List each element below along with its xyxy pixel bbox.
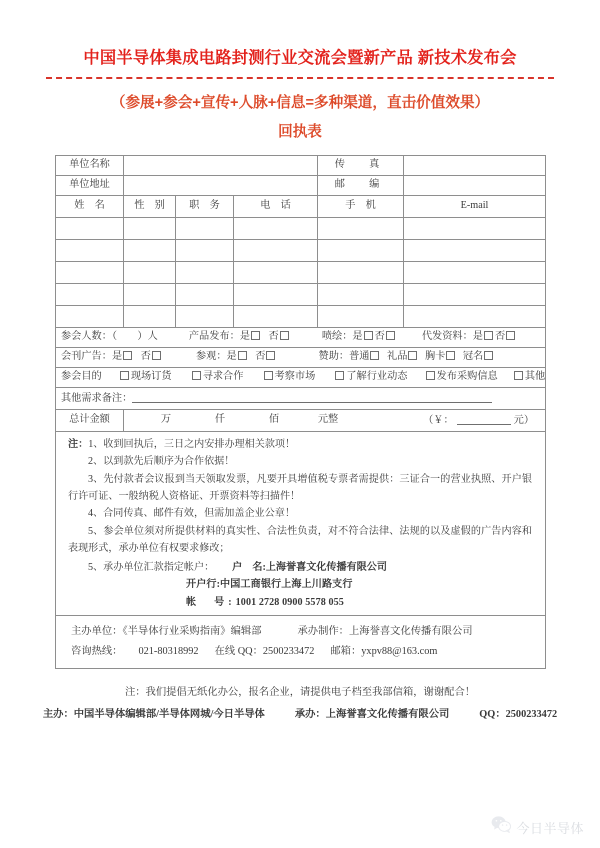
product-release-yes-checkbox[interactable]: [251, 331, 260, 340]
note-item-6: 5、承办单位汇款指定帐户：: [88, 561, 215, 573]
note-item-2: 2、以到款先后顺序为合作依据！: [88, 456, 235, 468]
visit-yes-label: 是: [226, 351, 237, 363]
product-release-yes-label: 是: [239, 331, 250, 343]
fax-field[interactable]: [404, 156, 546, 176]
column-header-mobile: 手 机: [318, 196, 404, 218]
currency-prefix: （￥：: [423, 414, 454, 426]
footer-qq: 2500233472: [505, 708, 558, 720]
footer-organizer: 中国半导体编辑部/半导体网城/今日半导体: [73, 708, 265, 720]
organizer-label: 主办单位：: [71, 625, 123, 637]
visit-yes-checkbox[interactable]: [238, 351, 247, 360]
cell-mobile[interactable]: [318, 306, 404, 328]
amount-unit-yuan[interactable]: 元整: [317, 414, 339, 426]
document-footer: [0, 682, 600, 725]
table-row-notes: [56, 432, 546, 616]
cell-mobile[interactable]: [318, 262, 404, 284]
page-subtitle-secondary: 回执表: [278, 124, 322, 140]
cell-mobile[interactable]: [318, 284, 404, 306]
page-subtitle: （参展+参会+宣传+人脉+信息=多种渠道，直击价值效果）: [110, 95, 490, 111]
column-header-gender: 性 别: [124, 196, 176, 218]
producer-label: 承办制作：: [297, 625, 349, 637]
note-item-4: 4、合同传真、邮件有效，但需加盖企业公章！: [88, 508, 295, 520]
visit-no-label: 否: [255, 351, 266, 363]
sponsor-gift-checkbox[interactable]: [408, 351, 417, 360]
purpose-industry-trends-checkbox[interactable]: [335, 371, 344, 380]
purpose-option-cooperation: 寻求合作: [202, 371, 244, 383]
table-row: [56, 240, 546, 262]
agent-material-yes-label: 是: [472, 331, 483, 343]
cell-gender[interactable]: [124, 284, 176, 306]
bank-details: [68, 559, 532, 612]
form-table-container: [55, 155, 545, 669]
table-header-row: [56, 196, 546, 218]
cell-name[interactable]: [56, 240, 124, 262]
product-release-no-label: 否: [268, 331, 279, 343]
footer-note: 注：我们提倡无纸化办公，报名企业，请提供电子档至我部信箱，谢谢配合！: [124, 686, 476, 698]
spray-no-checkbox[interactable]: [386, 331, 395, 340]
agent-material-no-checkbox[interactable]: [506, 331, 515, 340]
table-row: [56, 284, 546, 306]
column-header-phone: 电 话: [234, 196, 318, 218]
purpose-onsite-order-checkbox[interactable]: [120, 371, 129, 380]
cell-mobile[interactable]: [318, 218, 404, 240]
email-label: 邮箱：: [330, 645, 362, 657]
journal-ad-yes-checkbox[interactable]: [123, 351, 132, 360]
footer-producer: 上海誉喜文化传播有限公司: [325, 708, 450, 720]
cell-phone[interactable]: [234, 218, 318, 240]
cell-name[interactable]: [56, 218, 124, 240]
agent-material-no-label: 否: [494, 331, 506, 343]
cell-mobile[interactable]: [318, 240, 404, 262]
notes-block: [61, 432, 540, 615]
amount-units: [139, 414, 355, 427]
amount-unit-qian[interactable]: 仟: [214, 414, 226, 426]
postcode-label: 邮 编: [318, 176, 404, 196]
cell-position[interactable]: [176, 240, 234, 262]
table-row: [56, 156, 546, 176]
bank-account-no-label: 帐 号:: [186, 596, 236, 608]
footer-organizer-label: 主办：: [42, 708, 74, 720]
cell-email[interactable]: [404, 218, 546, 240]
cell-position[interactable]: [176, 218, 234, 240]
table-row-ad-options: [56, 348, 546, 368]
spray-label: 喷绘：: [321, 331, 353, 343]
cell-position[interactable]: [176, 262, 234, 284]
spray-yes-checkbox[interactable]: [364, 331, 373, 340]
total-amount-label: 总计金额: [56, 410, 124, 432]
cell-email[interactable]: [404, 306, 546, 328]
postcode-field[interactable]: [404, 176, 546, 196]
purpose-publish-procurement-checkbox[interactable]: [426, 371, 435, 380]
spray-yes-label: 是: [352, 331, 363, 343]
column-header-position: 职 务: [176, 196, 234, 218]
sponsor-option-gift: 礼品: [387, 351, 408, 363]
footer-producer-label: 承办：: [294, 708, 326, 720]
cell-position[interactable]: [176, 306, 234, 328]
note-item-3: 3、先付款者会议报到当天领取发票，凡要开具增值税专票者需提供：三证合一的营业执照、开户银行许可证、一般纳税人资格证、开票资料等扫描件！: [68, 473, 533, 503]
amount-unit-bai[interactable]: 佰: [268, 414, 280, 426]
journal-ad-no-checkbox[interactable]: [152, 351, 161, 360]
sponsor-badge-checkbox[interactable]: [446, 351, 455, 360]
purpose-market-research-checkbox[interactable]: [264, 371, 273, 380]
journal-ad-label: 会刊广告：: [61, 351, 112, 363]
column-header-email: E-mail: [404, 196, 546, 218]
page-title: 中国半导体集成电路封测行业交流会暨新产品 新技术发布会: [83, 49, 517, 67]
cell-name[interactable]: [56, 262, 124, 284]
table-row-purpose: [56, 368, 546, 388]
cell-phone[interactable]: [234, 240, 318, 262]
visit-label: 参观：: [195, 351, 227, 363]
company-address-label: 单位地址: [56, 176, 124, 196]
sponsor-option-title: 冠名: [462, 351, 484, 363]
cell-name[interactable]: [56, 284, 124, 306]
purpose-other-checkbox[interactable]: [514, 371, 523, 380]
cell-gender[interactable]: [124, 218, 176, 240]
journal-ad-no-label: 否: [140, 351, 151, 363]
visit-no-checkbox[interactable]: [266, 351, 275, 360]
cell-gender[interactable]: [124, 262, 176, 284]
table-row: [56, 262, 546, 284]
product-release-no-checkbox[interactable]: [280, 331, 289, 340]
memo-input[interactable]: [132, 391, 492, 403]
document-header: [0, 0, 600, 141]
title-divider: [46, 77, 554, 79]
cell-gender[interactable]: [124, 240, 176, 262]
notes-prefix: 注：: [68, 439, 89, 450]
watermark: [491, 816, 584, 838]
note-item-5: 5、参会单位须对所提供材料的真实性、合法性负责，对不符合法律、法规的以及虚假的广告内容和表现形式，承办单位有权要求修改；: [68, 525, 533, 555]
footer-qq-label: QQ：: [479, 708, 506, 720]
qq-number[interactable]: 2500233472: [262, 645, 315, 657]
table-row: [56, 176, 546, 196]
cell-position[interactable]: [176, 284, 234, 306]
cell-phone[interactable]: [234, 284, 318, 306]
company-address-field[interactable]: [124, 176, 318, 196]
purpose-option-industry-trends: 了解行业动态: [346, 371, 408, 383]
sponsor-normal-checkbox[interactable]: [370, 351, 379, 360]
company-name-field[interactable]: [124, 156, 318, 176]
cell-email[interactable]: [404, 262, 546, 284]
agent-material-yes-checkbox[interactable]: [484, 331, 493, 340]
spray-no-label: 否: [374, 331, 385, 343]
currency-suffix: 元）: [513, 414, 535, 426]
table-row-contact: [56, 615, 546, 668]
cell-phone[interactable]: [234, 262, 318, 284]
registration-form-table: [55, 155, 546, 669]
sponsor-label: 赞助：: [318, 351, 350, 363]
organizer-name: 《半导体行业采购指南》编辑部: [122, 625, 262, 637]
contact-block: [61, 616, 540, 668]
email-address[interactable]: yxpv88@163.com: [361, 645, 438, 657]
sponsor-title-checkbox[interactable]: [484, 351, 493, 360]
company-name-label: 单位名称: [56, 156, 124, 176]
fax-label: 传 真: [318, 156, 404, 176]
sponsor-option-badge: 胸卡: [424, 351, 446, 363]
attendee-count-label: 参会人数：（ ）人: [61, 331, 158, 343]
table-row-attendee-options: [56, 328, 546, 348]
table-row: [56, 218, 546, 240]
qq-label: 在线 QQ：: [214, 645, 263, 657]
watermark-text: 今日半导体: [516, 820, 584, 836]
sponsor-option-normal: 普通: [349, 351, 370, 363]
cell-name[interactable]: [56, 306, 124, 328]
bank-account-no: 1001 2728 0900 5578 055: [235, 596, 344, 608]
bank-account-name: 上海誉喜文化传播有限公司: [265, 561, 387, 573]
amount-unit-wan[interactable]: 万: [160, 414, 172, 426]
wechat-icon: [491, 816, 511, 838]
cell-email[interactable]: [404, 284, 546, 306]
table-row: [56, 306, 546, 328]
cell-email[interactable]: [404, 240, 546, 262]
purpose-option-publish-procurement: 发布采购信息: [436, 371, 498, 383]
product-release-label: 产品发布：: [188, 331, 240, 343]
cell-gender[interactable]: [124, 306, 176, 328]
journal-ad-yes-label: 是: [111, 351, 123, 363]
table-row-amount: [56, 410, 546, 432]
purpose-label: 参会目的: [61, 371, 102, 383]
amount-input[interactable]: [457, 414, 511, 425]
bank-account-name-label: 户 名:: [232, 561, 266, 573]
purpose-cooperation-checkbox[interactable]: [192, 371, 201, 380]
purpose-option-market-research: 考察市场: [274, 371, 316, 383]
cell-phone[interactable]: [234, 306, 318, 328]
bank-name: 中国工商银行上海上川路支行: [220, 578, 353, 590]
agent-material-label: 代发资料：: [421, 331, 473, 343]
note-item-1: 1、收到回执后，三日之内安排办理相关款项！: [88, 439, 296, 450]
column-header-name: 姓 名: [56, 196, 124, 218]
memo-label: 其他需求备注：: [61, 393, 133, 405]
hotline-number[interactable]: 021-80318992: [138, 645, 199, 657]
producer-name: 上海誉喜文化传播有限公司: [348, 625, 473, 637]
bank-name-label: 开户行:: [186, 578, 221, 590]
hotline-label: 咨询热线：: [71, 645, 123, 657]
purpose-option-onsite-order: 现场订货: [130, 371, 172, 383]
purpose-option-other: 其他: [524, 371, 546, 383]
table-row-memo: [56, 388, 546, 410]
amount-currency-group: [423, 414, 534, 428]
